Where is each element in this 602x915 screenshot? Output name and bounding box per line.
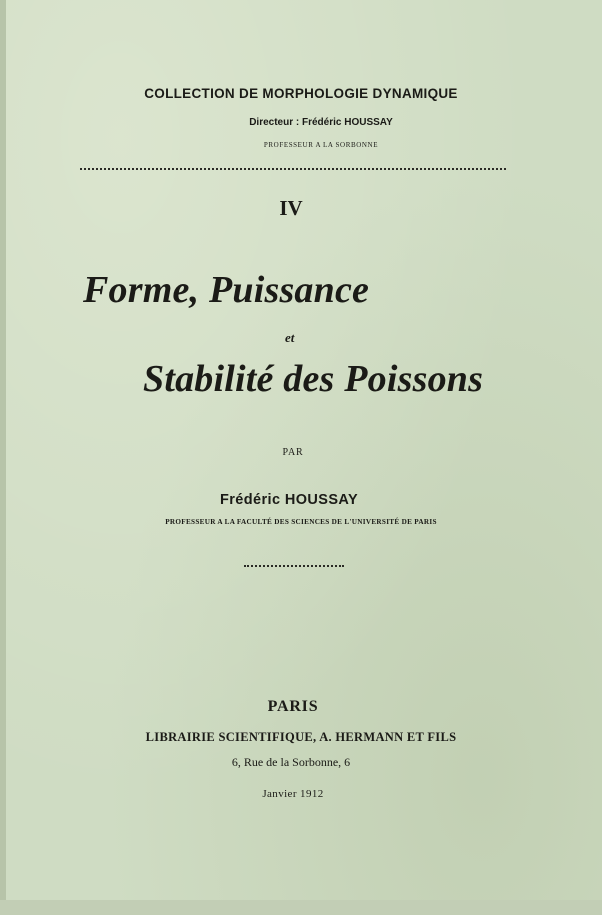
page-bottom-edge <box>0 900 602 915</box>
publisher-city: PARIS <box>267 698 319 715</box>
author-name: Frédéric HOUSSAY <box>219 492 359 508</box>
publisher-name: LIBRAIRIE SCIENTIFIQUE, A. HERMANN ET FILS <box>145 730 457 744</box>
title-conjunction: et <box>285 330 295 345</box>
title-line-1: Forme, Puissance <box>83 269 370 311</box>
title-line-2: Stabilité des Poissons <box>143 358 484 400</box>
publisher-address: 6, Rue de la Sorbonne, 6 <box>231 755 351 769</box>
volume-number: IV <box>279 196 303 220</box>
collection-name: COLLECTION DE MORPHOLOGIE DYNAMIQUE <box>144 86 458 101</box>
publication-date: Janvier 1912 <box>262 788 324 800</box>
author-divider <box>244 565 344 567</box>
header-divider <box>80 168 506 170</box>
director-title: PROFESSEUR A LA SORBONNE <box>263 141 379 149</box>
by-label: PAR <box>282 447 304 458</box>
director-line: Directeur : Frédéric HOUSSAY <box>249 117 393 128</box>
author-title: PROFESSEUR A LA FACULTÉ DES SCIENCES DE L'UNIVERSITÉ DE PARIS <box>165 518 437 526</box>
